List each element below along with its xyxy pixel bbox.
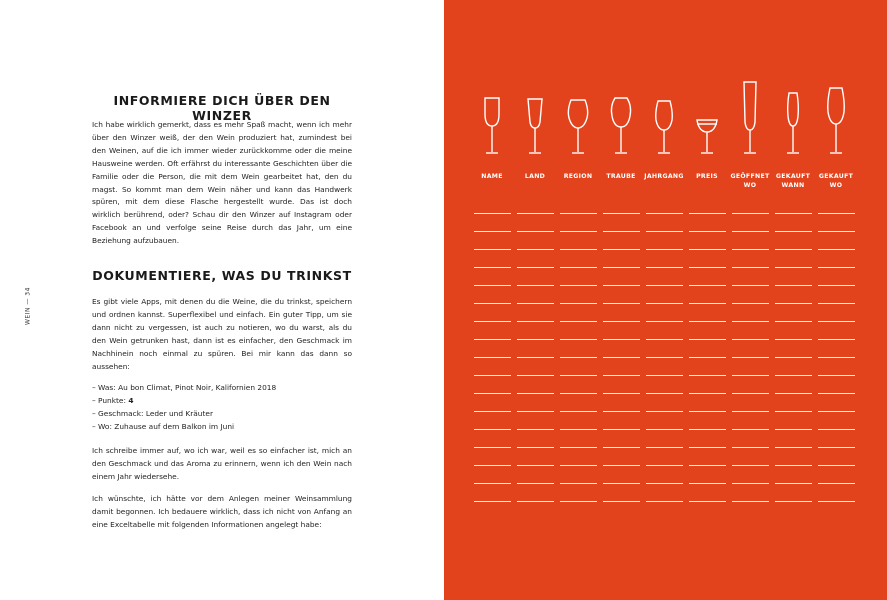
wine-glass-bowl-icon <box>471 96 513 156</box>
blank-line <box>775 303 812 304</box>
blank-line <box>775 393 812 394</box>
blank-line <box>818 339 855 340</box>
blank-line <box>646 231 683 232</box>
blank-line <box>603 393 640 394</box>
column-label-region: REGION <box>563 173 593 180</box>
paragraph-notes: Ich schreibe immer auf, wo ich war, weil es so einfacher ist, mich an den Geschmack und das Aroma zu erinnern, wenn ich den Wein nach einem Jahr wiedersehe. <box>92 446 352 481</box>
blank-line <box>818 447 855 448</box>
blank-line <box>775 501 812 502</box>
blank-line <box>689 501 726 502</box>
list-item: – Wo: Zuhause auf dem Balkon im Juni <box>92 421 235 431</box>
blank-line <box>603 429 640 430</box>
blank-line <box>646 393 683 394</box>
blank-line <box>732 429 769 430</box>
column-label-geoeffnet-wo: GEÖFFNET WO <box>730 173 770 189</box>
blank-line <box>603 357 640 358</box>
blank-line <box>603 213 640 214</box>
blank-line <box>689 375 726 376</box>
blank-line <box>818 321 855 322</box>
blank-line <box>732 357 769 358</box>
blank-line <box>474 393 511 394</box>
blank-line <box>775 231 812 232</box>
blank-line <box>775 447 812 448</box>
blank-line <box>474 375 511 376</box>
blank-line <box>474 501 511 502</box>
column-header-row <box>471 172 859 196</box>
blank-line <box>474 339 511 340</box>
blank-line <box>474 447 511 448</box>
blank-line <box>603 303 640 304</box>
blank-line <box>689 321 726 322</box>
blank-line <box>517 375 554 376</box>
blank-line <box>517 357 554 358</box>
blank-line <box>560 411 597 412</box>
blank-line <box>560 321 597 322</box>
blank-line <box>517 321 554 322</box>
blank-line <box>560 483 597 484</box>
round-wine-glass-icon <box>557 96 599 156</box>
blank-line <box>775 375 812 376</box>
blank-line <box>517 483 554 484</box>
blank-line <box>818 249 855 250</box>
blank-line <box>603 447 640 448</box>
page-number: WEIN — 34 <box>24 287 32 325</box>
tall-tulip-glass-icon <box>643 98 685 156</box>
blank-line <box>474 429 511 430</box>
column-label-name: NAME <box>481 173 503 180</box>
blank-line <box>517 447 554 448</box>
blank-line <box>732 465 769 466</box>
blank-line <box>517 267 554 268</box>
blank-line <box>603 483 640 484</box>
blank-line <box>517 465 554 466</box>
blank-line <box>603 411 640 412</box>
blank-line <box>474 267 511 268</box>
blank-line <box>689 213 726 214</box>
blank-line <box>474 483 511 484</box>
blank-line <box>517 303 554 304</box>
blank-line <box>517 411 554 412</box>
blank-line <box>474 213 511 214</box>
blank-line <box>818 393 855 394</box>
example-list <box>92 382 352 434</box>
blank-line <box>732 375 769 376</box>
blank-line <box>646 375 683 376</box>
blank-line <box>775 483 812 484</box>
blank-line <box>818 231 855 232</box>
blank-line <box>646 303 683 304</box>
blank-line <box>646 483 683 484</box>
blank-line <box>646 213 683 214</box>
glass-icon-row <box>471 76 859 156</box>
blank-line <box>560 357 597 358</box>
blank-line <box>517 285 554 286</box>
blank-line <box>646 267 683 268</box>
blank-line <box>603 249 640 250</box>
blank-line <box>560 393 597 394</box>
blank-line <box>517 429 554 430</box>
blank-line <box>775 267 812 268</box>
blank-line <box>775 429 812 430</box>
blank-line <box>818 465 855 466</box>
flute-glass-icon <box>514 96 556 156</box>
blank-entry-lines <box>474 213 858 503</box>
blank-line <box>603 465 640 466</box>
blank-line <box>775 339 812 340</box>
blank-line <box>732 303 769 304</box>
coupe-glass-icon <box>686 116 728 156</box>
column-label-jahrgang: JAHRGANG <box>644 173 684 180</box>
blank-line <box>732 501 769 502</box>
heading-dokumentiere: DOKUMENTIERE, WAS DU TRINKST <box>92 268 352 283</box>
blank-line <box>689 429 726 430</box>
blank-line <box>818 213 855 214</box>
blank-line <box>646 429 683 430</box>
champagne-glass-icon <box>815 86 857 156</box>
blank-line <box>560 501 597 502</box>
blank-line <box>732 393 769 394</box>
blank-line <box>732 231 769 232</box>
paragraph-winzer: Ich habe wirklich gemerkt, dass es mehr Spaß macht, wenn ich mehr über den Winzer weiß, der den Wein produziert hat, zumindest bei den Weinen, auf die ich immer wieder zurückkomme oder die meine Hausweine werden. Oft erfährst du interessante Geschichten über die Familie oder die Person, die mit dem Wein gearbeitet hat, den du magst. So kommt man dem Wein näher und kann das Handwerk spüren, mit dem diese Flasche hergestellt wurde. Das ist doch wirklich berührend, oder? Schau dir den Winzer auf Instagram oder Facebook an und verfolge seine Reise durch das Jahr, um eine Beziehung aufzubauen. <box>92 120 352 246</box>
blank-line <box>474 465 511 466</box>
blank-line <box>732 249 769 250</box>
blank-line <box>560 303 597 304</box>
blank-line <box>732 447 769 448</box>
blank-line <box>732 411 769 412</box>
blank-line <box>474 285 511 286</box>
blank-line <box>560 267 597 268</box>
blank-line <box>775 213 812 214</box>
blank-line <box>560 465 597 466</box>
blank-line <box>646 357 683 358</box>
blank-line <box>517 249 554 250</box>
blank-line <box>775 357 812 358</box>
blank-line <box>775 285 812 286</box>
column-label-gekauft-wo: GEKAUFT WO <box>818 173 854 189</box>
blank-line <box>689 393 726 394</box>
blank-line <box>818 483 855 484</box>
blank-line <box>689 465 726 466</box>
blank-line <box>689 285 726 286</box>
blank-line <box>517 339 554 340</box>
blank-line <box>603 267 640 268</box>
blank-line <box>732 213 769 214</box>
blank-line <box>646 447 683 448</box>
blank-line <box>474 411 511 412</box>
blank-line <box>646 465 683 466</box>
blank-line <box>560 429 597 430</box>
blank-line <box>560 249 597 250</box>
blank-line <box>775 249 812 250</box>
blank-line <box>603 321 640 322</box>
blank-line <box>818 375 855 376</box>
blank-line <box>474 357 511 358</box>
blank-line <box>818 267 855 268</box>
blank-line <box>689 339 726 340</box>
blank-line <box>775 411 812 412</box>
tulip-glass-icon <box>600 96 642 156</box>
slim-flute-glass-icon <box>772 90 814 156</box>
list-item: – Geschmack: Leder und Kräuter <box>92 408 213 418</box>
blank-line <box>474 231 511 232</box>
blank-line <box>560 447 597 448</box>
blank-line <box>560 285 597 286</box>
blank-line <box>646 249 683 250</box>
blank-line <box>517 393 554 394</box>
list-item: – Was: Au bon Climat, Pinot Noir, Kalifornien 2018 <box>92 383 277 392</box>
blank-line <box>818 357 855 358</box>
tall-flute-glass-icon <box>729 80 771 156</box>
blank-line <box>689 231 726 232</box>
blank-line <box>818 285 855 286</box>
blank-line <box>732 267 769 268</box>
paragraph-excel: Ich wünschte, ich hätte vor dem Anlegen meiner Weinsammlung damit begonnen. Ich bedauere wirklich, dass ich nicht von Anfang an eine Exceltabelle mit folgenden Informationen angelegt habe: <box>92 494 352 529</box>
blank-line <box>517 231 554 232</box>
blank-line <box>732 285 769 286</box>
blank-line <box>603 375 640 376</box>
paragraph-apps: Es gibt viele Apps, mit denen du die Weine, die du trinkst, speichern und ordnen kannst. Superflexibel und einfach. Ein guter Tipp, um sie dann nicht zu vergessen, ist auch zu notieren, wo du warst, als du den Wein getrunken hast, dann ist es einfacher, den Geschmack im Nachhinein noch einmal zu spüren. Bei mir kann das dann so aussehen: <box>92 297 352 371</box>
blank-line <box>818 303 855 304</box>
blank-line <box>646 501 683 502</box>
blank-line <box>560 375 597 376</box>
blank-line <box>517 501 554 502</box>
heading-winzer: INFORMIERE DICH ÜBER DEN WINZER <box>113 93 331 123</box>
blank-line <box>560 339 597 340</box>
blank-line <box>474 249 511 250</box>
blank-line <box>775 465 812 466</box>
list-item: – Punkte: 4 <box>92 395 134 405</box>
blank-line <box>732 483 769 484</box>
blank-line <box>689 357 726 358</box>
blank-line <box>603 285 640 286</box>
blank-line <box>474 303 511 304</box>
blank-line <box>474 321 511 322</box>
blank-line <box>689 447 726 448</box>
blank-line <box>603 231 640 232</box>
blank-line <box>689 249 726 250</box>
blank-line <box>689 411 726 412</box>
blank-line <box>689 267 726 268</box>
blank-line <box>646 285 683 286</box>
blank-line <box>603 339 640 340</box>
blank-line <box>646 321 683 322</box>
blank-line <box>646 339 683 340</box>
blank-line <box>560 213 597 214</box>
blank-line <box>775 321 812 322</box>
column-label-land: LAND <box>524 173 546 180</box>
blank-line <box>603 501 640 502</box>
column-label-gekauft-wann: GEKAUFT WANN <box>775 173 811 189</box>
blank-line <box>732 339 769 340</box>
column-label-preis: PREIS <box>696 173 718 180</box>
blank-line <box>732 321 769 322</box>
column-label-traube: TRAUBE <box>606 173 636 180</box>
blank-line <box>646 411 683 412</box>
blank-line <box>560 231 597 232</box>
blank-line <box>689 483 726 484</box>
blank-line <box>517 213 554 214</box>
blank-line <box>818 411 855 412</box>
blank-line <box>818 501 855 502</box>
blank-line <box>689 303 726 304</box>
blank-line <box>818 429 855 430</box>
